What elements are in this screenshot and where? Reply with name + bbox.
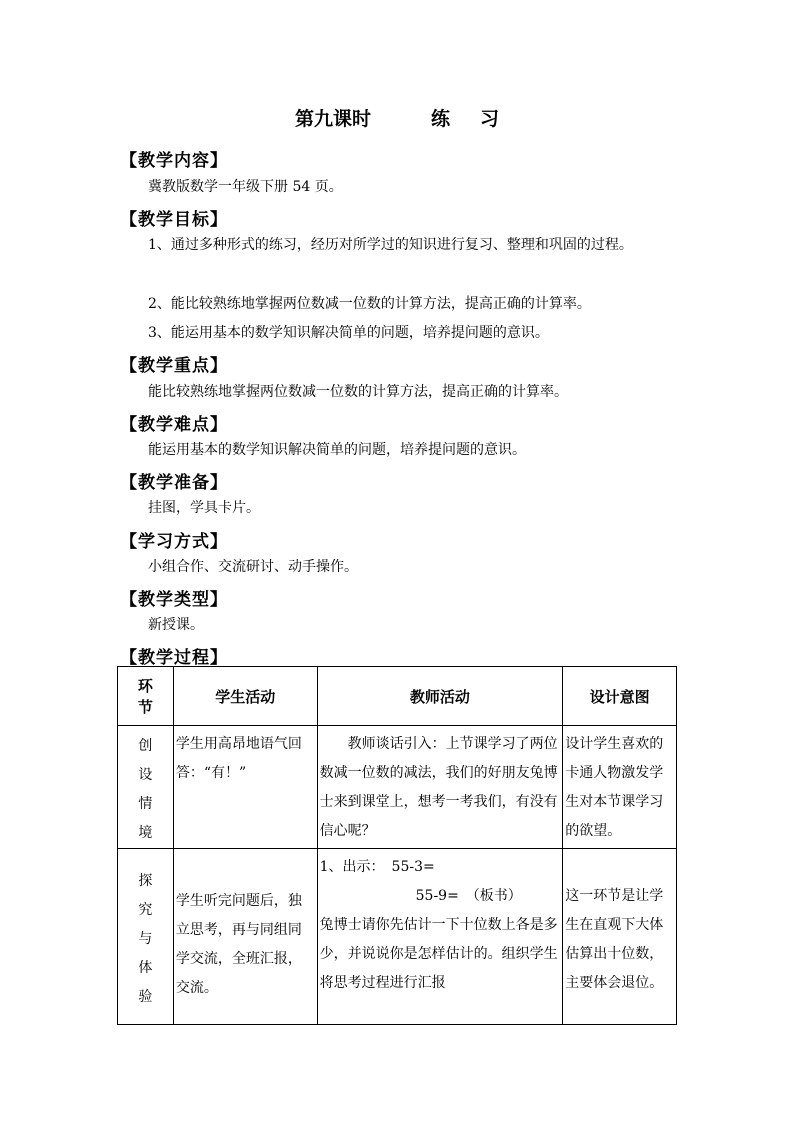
table-row — [118, 849, 677, 1025]
lesson-type-text: 新授课。 — [148, 617, 204, 633]
heading-content: 【教学内容】 — [120, 151, 228, 171]
student-activity-cell: 学生听完问题后，独立思考，再与同组同学交流，全班汇报，交流。 — [173, 849, 317, 1025]
key-points-text: 能比较熟练地掌握两位数减一位数的计算方法，提高正确的计算率。 — [148, 384, 568, 400]
preparation-text: 挂图，学具卡片。 — [148, 500, 260, 516]
design-intent-cell: 设计学生喜欢的卡通人物激发学生对本节课学习的欲望。 — [563, 726, 677, 849]
heading-goals: 【教学目标】 — [120, 210, 228, 230]
design-intent-cell: 这一环节是让学生在直观下大体估算出十位数，主要体会退位。 — [563, 849, 677, 1025]
content-text: 冀教版数学一年级下册 54 页。 — [148, 179, 343, 195]
title-sub-1: 练 — [430, 108, 450, 130]
teacher-line-3: 兔博士请你先估计一下十位数上各是多少，并说说你是怎样估计的。组织学生将思考过程进行汇报 — [319, 917, 558, 991]
stage-cell: 探 究 与 体 验 — [118, 849, 174, 1025]
teacher-activity-cell: 教师谈话引入：上节课学习了两位数减一位数的减法，我们的好朋友兔博士来到课堂上，想考一考我们，有没有信心呢？ — [317, 726, 563, 849]
learning-method-text: 小组合作、交流研讨、动手操作。 — [148, 559, 358, 575]
heading-difficulties: 【教学难点】 — [120, 415, 228, 435]
goal-2: 2、能比较熟练地掌握两位数减一位数的计算方法，提高正确的计算率。 — [148, 296, 591, 312]
process-table — [117, 666, 677, 1025]
goal-1: 1、通过多种形式的练习，经历对所学过的知识进行复习、整理和巩固的过程。 — [148, 237, 633, 253]
heading-lesson-type: 【教学类型】 — [120, 590, 228, 610]
teacher-line-2: 55-9= （板书） — [415, 888, 522, 904]
header-design-intent: 设计意图 — [563, 667, 677, 726]
difficulties-text: 能运用基本的数学知识解决简单的问题，培养提问题的意识。 — [148, 442, 526, 458]
header-stage: 环 节 — [118, 667, 174, 726]
goal-3: 3、能运用基本的数学知识解决简单的问题，培养提问题的意识。 — [148, 325, 549, 341]
stage-cell: 创 设 情 境 — [118, 726, 174, 849]
header-teacher-activity: 教师活动 — [317, 667, 563, 726]
teacher-activity-cell — [317, 849, 563, 1025]
heading-preparation: 【教学准备】 — [120, 473, 228, 493]
header-student-activity: 学生活动 — [173, 667, 317, 726]
heading-learning-method: 【学习方式】 — [120, 532, 228, 552]
table-row — [118, 726, 677, 849]
title-main: 第九课时 — [294, 108, 371, 130]
title-sub-2: 习 — [480, 108, 500, 130]
student-activity-cell: 学生用高昂地语气回答：“有！” — [173, 726, 317, 849]
heading-key-points: 【教学重点】 — [120, 356, 228, 376]
page-title — [0, 104, 794, 131]
heading-process: 【教学过程】 — [120, 648, 228, 668]
teacher-line-1: 1、出示： 55-3= — [319, 859, 435, 875]
table-header-row — [118, 667, 677, 726]
